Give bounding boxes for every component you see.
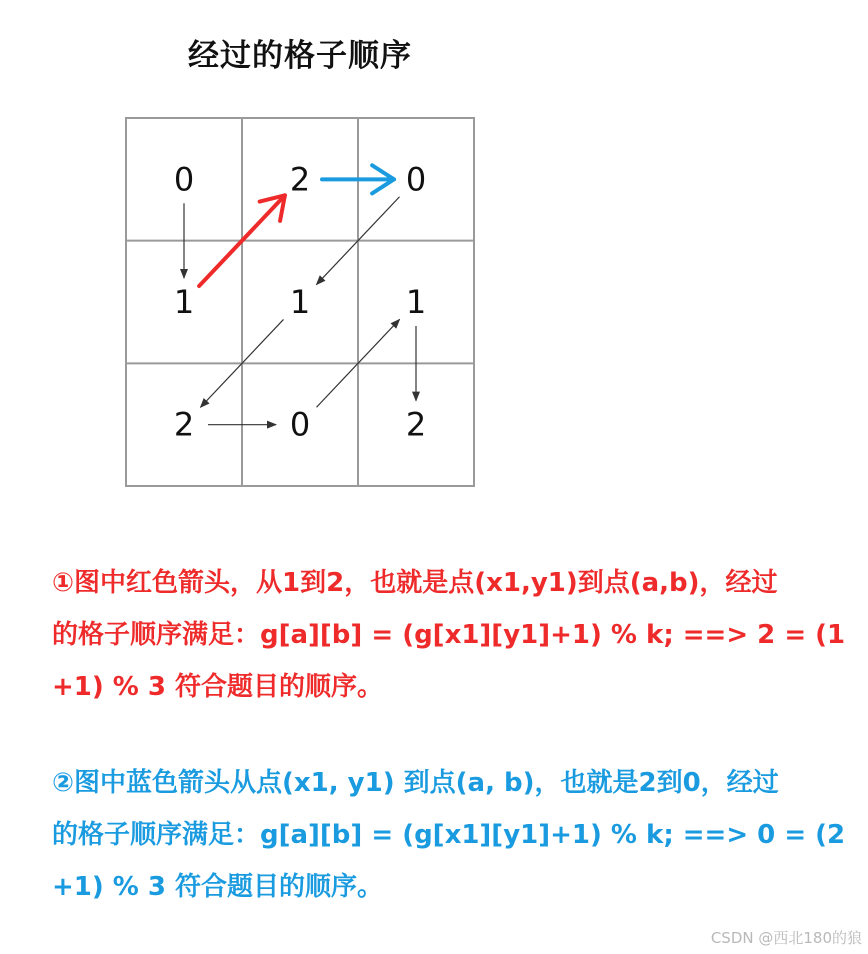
red-arrow-explanation [52, 557, 852, 713]
blue-arrow-explanation [52, 757, 852, 913]
cell-value-r0c2: 0 [405, 160, 427, 199]
cell-value-r0c1: 2 [289, 160, 311, 199]
blue-note-line-2: 的格子顺序满足：g[a][b] = (g[x1][y1]+1) % k; ==> 0 = (2 [52, 820, 846, 850]
red-note-line-1: ①图中红色箭头，从1到2，也就是点(x1,y1)到点(a,b)，经过 [52, 568, 778, 598]
diagram-title: 经过的格子顺序 [188, 38, 412, 74]
cell-value-r0c0: 0 [173, 160, 195, 199]
red-note-line-2: 的格子顺序满足：g[a][b] = (g[x1][y1]+1) % k; ==> 2 = (1 [52, 620, 846, 650]
cell-labels [174, 160, 426, 443]
blue-note-line-3: +1) % 3 符合题目的顺序。 [52, 872, 384, 902]
cell-value-r1c0: 1 [173, 283, 195, 321]
red-note-line-3: +1) % 3 符合题目的顺序。 [52, 672, 384, 702]
watermark: CSDN @西北180的狼 [710, 929, 862, 947]
cell-value-r2c2: 2 [405, 405, 427, 444]
cell-value-r1c2: 1 [405, 283, 427, 321]
cell-value-r2c1: 0 [289, 405, 311, 444]
cell-value-r2c0: 2 [173, 405, 195, 444]
blue-note-line-1: ②图中蓝色箭头从点(x1, y1) 到点(a, b)，也就是2到0，经过 [52, 768, 779, 798]
cell-value-r1c1: 1 [289, 283, 311, 321]
